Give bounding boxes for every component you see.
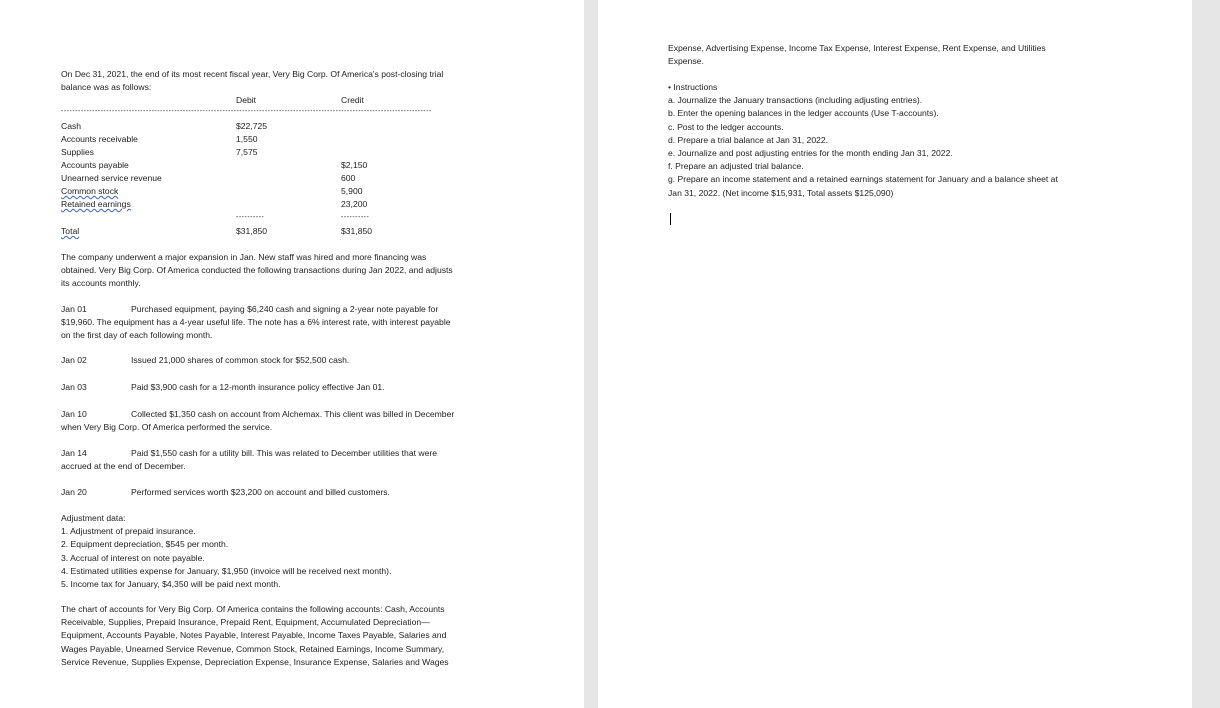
debit-cell: $22,725 [236, 121, 268, 131]
account-name: Accounts receivable [61, 134, 138, 144]
expansion-line: The company underwent a major expansion in Jan. New staff was hired and more financing was [61, 252, 427, 262]
header-credit: Credit [341, 95, 364, 105]
transaction-text: Issued 21,000 shares of common stock for $52,500 cash. [131, 355, 350, 365]
intro-line: balance was as follows: [61, 82, 152, 93]
transaction-text: Purchased equipment, paying $6,240 cash and signing a 2-year note payable for [131, 304, 439, 314]
instruction-item: d. Prepare a trial balance at Jan 31, 2022. [668, 134, 829, 145]
expansion-paragraph [61, 251, 453, 291]
intro-line: On Dec 31, 2021, the end of its most recent fiscal year, Very Big Corp. Of America's post-closing trial [61, 69, 444, 79]
instruction-item: f. Prepare an adjusted trial balance. [668, 161, 804, 172]
transaction-text: Collected $1,350 cash on account from Alchemax. This client was billed in December [131, 409, 455, 419]
transaction-text: when Very Big Corp. Of America performed the service. [61, 422, 273, 432]
table-rule: ----------------------------------------------------------------------------------------------------------------------------------- [61, 108, 432, 115]
transaction-text: Performed services worth $23,200 on account and billed customers. [131, 487, 390, 497]
account-name: Common stock [61, 186, 119, 196]
table-row [61, 120, 81, 133]
header-debit: Debit [236, 95, 257, 105]
transaction-date: Jan 02 [61, 355, 87, 365]
transaction-text: on the first day of each following month. [61, 330, 213, 340]
adjustment-item: 2. Equipment depreciation, $545 per month. [61, 539, 229, 550]
chart-line: Service Revenue, Supplies Expense, Depreciation Expense, Insurance Expense, Salaries and Wages [61, 656, 449, 667]
adjustment-data [61, 512, 391, 591]
instruction-item: g. Prepare an income statement and a retained earnings statement for January and a balance sheet at [668, 174, 1058, 185]
credit-cell: 5,900 [341, 186, 363, 196]
credit-cell: 23,200 [341, 199, 368, 209]
total-credit: $31,850 [341, 226, 373, 236]
chart-line: The chart of accounts for Very Big Corp. Of America contains the following accounts: Cash, Accounts [61, 604, 445, 614]
instruction-item: Jan 31, 2022. (Net income $15,931, Total assets $125,090) [668, 187, 894, 198]
transaction-text: Paid $1,550 cash for a utility bill. This was related to December utilities that were [131, 448, 438, 458]
account-name: Retained earnings [61, 199, 131, 209]
debit-rule: ---------- [236, 214, 265, 221]
total-debit: $31,850 [236, 226, 268, 236]
chart-line: Wages Payable, Unearned Service Revenue, Common Stock, Retained Earnings, Income Summary, [61, 643, 445, 654]
adjustment-item: 3. Accrual of interest on note payable. [61, 552, 205, 563]
intro-paragraph [61, 68, 443, 94]
chart-line: Equipment, Accounts Payable, Notes Payable, Interest Payable, Income Taxes Payable, Salaries and [61, 630, 447, 641]
adjustment-item: 1. Adjustment of prepaid insurance. [61, 526, 196, 537]
instructions-list [668, 81, 1058, 200]
instruction-item: b. Enter the opening balances in the ledger accounts (Use T-accounts). [668, 108, 939, 119]
text-cursor [670, 213, 671, 225]
adjustment-item: 4. Estimated utilities expense for January, $1,950 (invoice will be received next month). [61, 565, 392, 576]
chart-line: Expense, Advertising Expense, Income Tax Expense, Interest Expense, Rent Expense, and Utilities [668, 43, 1046, 53]
expansion-line: obtained. Very Big Corp. Of America conducted the following transactions during Jan 2022, and adjusts [61, 265, 453, 276]
instruction-item: a. Journalize the January transactions (including adjusting entries). [668, 95, 923, 106]
instructions-title: • Instructions [668, 82, 718, 92]
chart-of-accounts-paragraph [61, 603, 449, 669]
instruction-item: e. Journalize and post adjusting entries for the month ending Jan 31, 2022. [668, 148, 953, 159]
account-name: Cash [61, 121, 82, 131]
expansion-line: its accounts monthly. [61, 278, 141, 289]
transaction-text: Paid $3,900 cash for a 12-month insurance policy effective Jan 01. [131, 382, 385, 392]
account-name: Unearned service revenue [61, 173, 162, 183]
instruction-item: c. Post to the ledger accounts. [668, 121, 784, 132]
transaction-text: accrued at the end of December. [61, 461, 186, 471]
document-page-1[interactable] [0, 0, 584, 708]
transaction-date: Jan 14 [61, 448, 87, 458]
chart-line: Expense. [668, 56, 704, 67]
transaction-date: Jan 01 [61, 304, 87, 314]
debit-cell: 1,550 [236, 134, 258, 144]
adjustment-item: 5. Income tax for January, $4,350 will be paid next month. [61, 579, 281, 590]
transaction-date: Jan 10 [61, 409, 87, 419]
account-name: Accounts payable [61, 160, 129, 170]
chart-continuation [668, 42, 1046, 68]
total-label: Total [61, 226, 80, 236]
credit-cell: $2,150 [341, 160, 368, 170]
adjustment-title: Adjustment data: [61, 513, 126, 523]
document-page-2[interactable] [598, 0, 1192, 708]
credit-cell: 600 [341, 173, 356, 183]
account-name: Supplies [61, 147, 94, 157]
transaction-date: Jan 03 [61, 382, 87, 392]
transaction-date: Jan 20 [61, 487, 87, 497]
chart-line: Receivable, Supplies, Prepaid Insurance, Prepaid Rent, Equipment, Accumulated Depreciation— [61, 617, 430, 628]
transaction-text: $19,960. The equipment has a 4-year useful life. The note has a 6% interest rate, with interest payable [61, 317, 451, 327]
debit-cell: 7,575 [236, 147, 258, 157]
credit-rule: ---------- [341, 214, 370, 221]
